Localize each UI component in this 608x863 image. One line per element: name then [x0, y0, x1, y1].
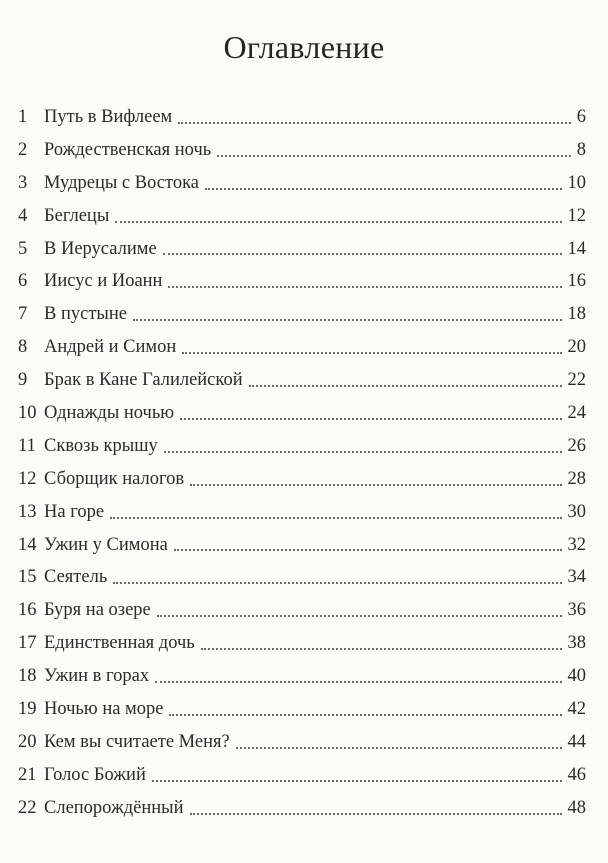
toc-entry[interactable] — [18, 167, 586, 200]
toc-entry[interactable] — [18, 792, 586, 825]
table-of-contents — [18, 101, 586, 825]
chapter-title: Иисус и Иоанн — [44, 271, 163, 292]
chapter-title: Ужин в горах — [44, 666, 150, 687]
chapter-number: 2 — [18, 139, 28, 160]
toc-entry[interactable] — [18, 627, 586, 660]
page-number: 38 — [567, 633, 586, 654]
page-number: 42 — [567, 699, 586, 720]
chapter-title: Единственная дочь — [44, 633, 195, 654]
page-number: 6 — [576, 107, 586, 127]
toc-entry[interactable] — [18, 561, 586, 594]
chapter-number: 11 — [18, 435, 36, 456]
dot-leader — [180, 331, 563, 364]
toc-entry[interactable] — [18, 364, 586, 397]
chapter-title: Кем вы считаете Меня? — [44, 731, 230, 752]
dot-leader — [176, 101, 573, 134]
page-number: 20 — [567, 337, 586, 358]
dot-leader — [150, 759, 564, 792]
chapter-title: Сборщик налогов — [44, 468, 185, 489]
chapter-title: Путь в Вифлеем — [44, 107, 173, 127]
page-number: 18 — [567, 304, 586, 325]
toc-entry[interactable] — [18, 594, 586, 627]
chapter-title: В Иерусалиме — [44, 238, 157, 259]
page-number: 36 — [567, 600, 586, 621]
chapter-number: 15 — [18, 567, 37, 588]
toc-entry[interactable] — [18, 496, 586, 529]
toc-entry[interactable] — [18, 233, 586, 266]
dot-leader — [155, 594, 564, 627]
chapter-number: 20 — [18, 731, 37, 752]
chapter-number: 6 — [18, 271, 28, 292]
toc-entry[interactable] — [18, 101, 586, 134]
toc-entry[interactable] — [18, 397, 586, 430]
chapter-title: Мудрецы с Востока — [44, 172, 200, 193]
dot-leader — [161, 233, 564, 266]
dot-leader — [188, 463, 563, 496]
chapter-number: 12 — [18, 468, 37, 489]
dot-leader — [108, 496, 563, 529]
dot-leader — [203, 167, 563, 200]
chapter-number: 8 — [18, 337, 28, 358]
chapter-number: 3 — [18, 172, 28, 193]
toc-entry[interactable] — [18, 430, 586, 463]
chapter-title: Андрей и Симон — [44, 337, 177, 358]
chapter-number: 4 — [18, 205, 28, 226]
dot-leader — [167, 693, 563, 726]
chapter-title: В пустыне — [44, 304, 127, 325]
chapter-title: Буря на озере — [44, 600, 151, 621]
chapter-number: 21 — [18, 764, 37, 785]
page-number: 16 — [567, 271, 586, 292]
page-number: 10 — [567, 172, 586, 193]
chapter-number: 19 — [18, 699, 37, 720]
toc-entry[interactable] — [18, 759, 586, 792]
toc-entry[interactable] — [18, 660, 586, 693]
page-number: 14 — [567, 238, 586, 259]
chapter-number: 17 — [18, 633, 37, 654]
chapter-number: 1 — [18, 107, 28, 127]
dot-leader — [234, 726, 564, 759]
page-number: 22 — [567, 370, 586, 391]
dot-leader — [178, 397, 563, 430]
toc-entry[interactable] — [18, 134, 586, 167]
page-number: 28 — [567, 468, 586, 489]
chapter-number: 7 — [18, 304, 28, 325]
page-number: 30 — [567, 501, 586, 522]
page-title: Оглавление — [223, 29, 385, 65]
page-number: 12 — [567, 205, 586, 226]
chapter-title: Однажды ночью — [44, 403, 175, 424]
dot-leader — [131, 298, 564, 331]
chapter-number: 9 — [18, 370, 28, 391]
chapter-number: 16 — [18, 600, 37, 621]
page-number: 32 — [567, 534, 586, 555]
dot-leader — [247, 364, 564, 397]
dot-leader — [172, 529, 564, 562]
chapter-title: Рождественская ночь — [44, 139, 212, 160]
chapter-number: 5 — [18, 238, 28, 259]
page-number: 40 — [567, 666, 586, 687]
chapter-title: На горе — [44, 501, 105, 522]
dot-leader — [111, 561, 563, 594]
chapter-title: Брак в Кане Галилейской — [44, 370, 243, 391]
dot-leader — [215, 134, 573, 167]
toc-entry[interactable] — [18, 265, 586, 298]
chapter-title: Ночью на море — [44, 699, 164, 720]
toc-entry[interactable] — [18, 529, 586, 562]
chapter-number: 22 — [18, 797, 37, 818]
toc-entry[interactable] — [18, 331, 586, 364]
toc-entry[interactable] — [18, 693, 586, 726]
page-number: 44 — [567, 731, 586, 752]
page-number: 48 — [567, 797, 586, 818]
toc-entry[interactable] — [18, 200, 586, 233]
page-number: 24 — [567, 403, 586, 424]
chapter-title: Сквозь крышу — [44, 435, 158, 456]
chapter-title: Слепорождённый — [44, 797, 184, 818]
chapter-number: 14 — [18, 534, 37, 555]
dot-leader — [162, 430, 564, 463]
dot-leader — [188, 792, 564, 825]
dot-leader — [113, 200, 563, 233]
chapter-number: 13 — [18, 501, 37, 522]
dot-leader — [199, 627, 564, 660]
dot-leader — [166, 265, 563, 298]
toc-entry[interactable] — [18, 298, 586, 331]
page-number: 34 — [567, 567, 586, 588]
chapter-number: 18 — [18, 666, 37, 687]
page-number: 8 — [576, 139, 586, 160]
page-number: 46 — [567, 764, 586, 785]
chapter-title: Голос Божий — [44, 764, 146, 785]
chapter-number: 10 — [18, 403, 37, 424]
toc-entry[interactable] — [18, 463, 586, 496]
toc-entry[interactable] — [18, 726, 586, 759]
chapter-title: Ужин у Симона — [44, 534, 168, 555]
page-number: 26 — [567, 435, 586, 456]
chapter-title: Беглецы — [44, 205, 110, 226]
chapter-title: Сеятель — [44, 567, 108, 588]
dot-leader — [153, 660, 563, 693]
